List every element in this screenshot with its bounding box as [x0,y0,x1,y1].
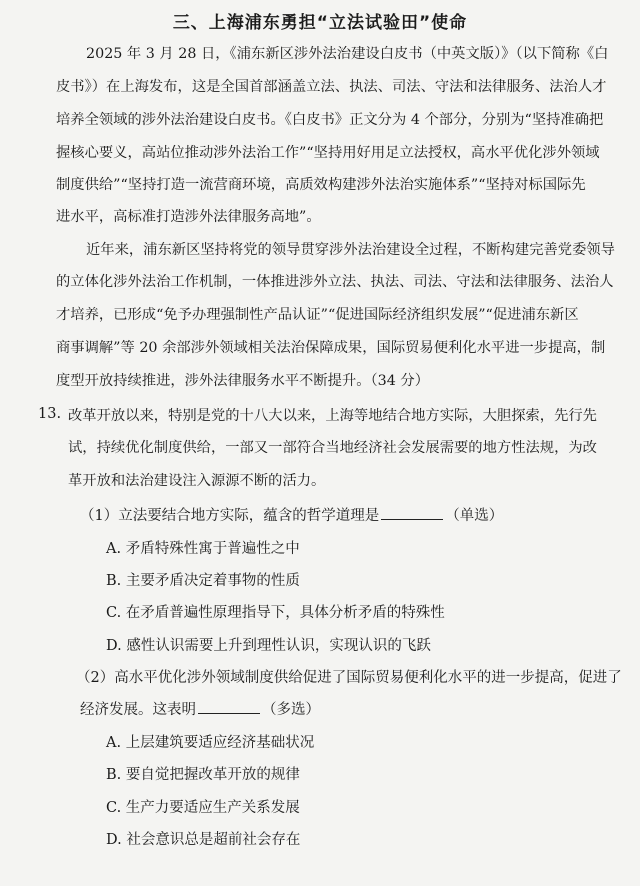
subquestion-2-prefix: 经济发展。这表明 [80,702,196,718]
subquestion-1-option-c: C. 在矛盾普遍性原理指导下，具体分析矛盾的特殊性 [106,605,445,621]
subquestion-1-option-a: A. 矛盾特殊性寓于普遍性之中 [106,541,300,557]
material-p2-line-1: 近年来，浦东新区坚持将党的领导贯穿涉外法治建设全过程，不断构建完善党委领导 [86,242,615,258]
section-title: 三、上海浦东勇担“立法试验田”使命 [172,13,468,33]
question-stem-line-3: 革开放和法治建设注入源源不断的活力。 [68,473,326,489]
material-p1-line-4: 握核心要义，高站位推动涉外法治工作”“坚持用好用足立法授权，高水平优化涉外领域 [56,145,600,161]
question-stem-line-2: 试，持续优化制度供给，一部又一部符合当地经济社会发展需要的地方性法规，为改 [68,440,597,456]
material-p2-line-2: 的立体化涉外法治工作机制，一体推进涉外立法、执法、司法、守法和法律服务、法治人 [56,274,614,290]
material-p2-line-3: 才培养，已形成“免予办理强制性产品认证”“促进国际经济组织发展”“促进浦东新区 [56,307,579,323]
question-stem-line-1: 改革开放以来，特别是党的十八大以来，上海等地结合地方实际，大胆探索，先行先 [68,408,597,424]
subquestion-1-prefix: （1）立法要结合地方实际，蕴含的哲学道理是 [80,508,380,524]
subquestion-2-line-2 [80,698,320,719]
material-p2-line-5: 度型开放持续推进，涉外法律服务水平不断提升。（34 分） [56,373,430,389]
subquestion-2-line-1: （2）高水平优化涉外领域制度供给促进了国际贸易便利化水平的进一步提高，促进了 [76,670,622,686]
subquestion-2-option-d: D. 社会意识总是超前社会存在 [106,832,301,848]
material-p2-line-4: 商事调解”等 20 余部涉外领域相关法治保障成果，国际贸易便利化水平进一步提高，制 [56,340,606,356]
material-p1-line-2: 皮书》）在上海发布，这是全国首部涵盖立法、执法、司法、守法和法律服务、法治人才 [56,79,607,95]
material-p1-line-3: 培养全领域的涉外法治建设白皮书。《白皮书》正文分为 4 个部分，分别为“坚持准确把 [56,112,604,128]
material-p1-line-6: 进水平，高标准打造涉外法律服务高地”。 [56,209,321,225]
subquestion-2-option-a: A. 上层建筑要适应经济基础状况 [106,735,315,751]
material-p1-line-5: 制度供给”“坚持打造一流营商环境，高质效构建涉外法治实施体系”“坚持对标国际先 [56,177,586,193]
answer-blank-1[interactable] [381,505,443,520]
answer-blank-2[interactable] [198,699,260,714]
subquestion-1-option-d: D. 感性认识需要上升到理性认识，实现认识的飞跃 [106,638,431,654]
subquestion-2-option-c: C. 生产力要适应生产关系发展 [106,800,300,816]
subquestion-2-suffix: （多选） [262,702,320,718]
subquestion-1-suffix: （单选） [445,508,504,524]
subquestion-1 [80,504,503,525]
material-p1-line-1: 2025 年 3 月 28 日，《浦东新区涉外法治建设白皮书（中英文版）》（以下简称《白 [86,46,609,62]
question-number: 13. [38,406,62,422]
subquestion-2-option-b: B. 要自觉把握改革开放的规律 [106,767,300,783]
subquestion-1-option-b: B. 主要矛盾决定着事物的性质 [106,573,300,589]
